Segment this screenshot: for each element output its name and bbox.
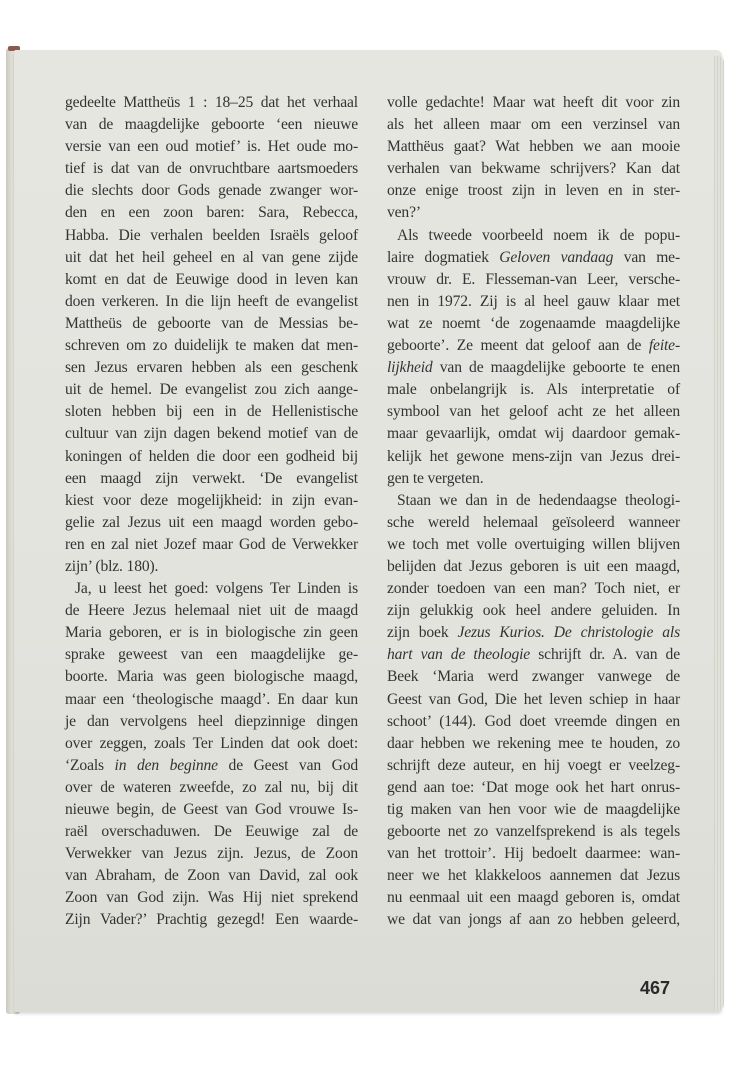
text-line	[65, 490, 358, 512]
text-segment: daar hebben we rekening mee te houden, zo	[387, 734, 680, 752]
text-segment: we dat van jongs af aan zo hebben geleerd,	[387, 911, 680, 929]
text-line	[65, 291, 358, 313]
text-line	[65, 423, 358, 445]
text-segment: schrijft deze auteur, en hij voegt er veelzeg-	[387, 756, 680, 774]
text-line	[387, 666, 680, 688]
italic-title: lijkheid	[387, 359, 433, 377]
text-segment: kiest voor deze mogelijkheid: in zijn evan-	[65, 491, 358, 509]
text-line	[65, 556, 358, 578]
text-line	[387, 468, 680, 490]
text-segment: tig maken van hen voor wie de maagdelijke	[387, 801, 680, 818]
text-line	[65, 180, 358, 202]
text-line	[387, 909, 680, 931]
text-line	[65, 357, 358, 379]
text-line	[65, 865, 358, 887]
text-segment: koningen of helden die door een godheid bij	[65, 447, 358, 465]
text-segment: Geest van God, Die het leven schiep in haar	[387, 690, 680, 708]
text-segment: zijn’ (blz. 180).	[65, 557, 159, 575]
text-line	[387, 799, 680, 821]
text-segment: over de wateren zweefde, zo zal nu, bij dit	[65, 778, 358, 796]
text-line	[387, 622, 680, 644]
text-segment: komt en dat de Eeuwige dood in leven kan	[65, 270, 358, 288]
text-segment: belijden dat Jezus geboren is uit een maagd,	[387, 557, 680, 575]
text-segment: geboorte’. Ze meent dat geloof aan de	[387, 337, 649, 355]
text-line	[387, 733, 680, 755]
text-segment: neer we het klakkeloos aannemen dat Jezus	[387, 867, 680, 885]
text-line	[387, 777, 680, 799]
text-line	[387, 335, 680, 357]
text-line	[387, 357, 680, 379]
text-line	[387, 843, 680, 865]
text-line	[65, 269, 358, 291]
text-segment: die slechts door Gods genade zwanger wor-	[65, 182, 358, 200]
text-line	[65, 247, 358, 269]
text-segment: Maria geboren, er is in biologische zin geen	[65, 624, 358, 642]
text-line	[65, 379, 358, 401]
text-line	[65, 136, 358, 158]
text-segment: Mattheüs de geboorte van de Messias be-	[65, 314, 358, 332]
text-line	[387, 291, 680, 313]
text-segment: cultuur van zijn dagen bekend motief van de	[65, 425, 358, 443]
text-segment: de Geest van God	[217, 756, 358, 774]
text-line	[65, 600, 358, 622]
text-segment: symbool van het geloof acht ze het alleen	[387, 403, 680, 421]
text-segment: sen Jezus ervaren hebben als een geschenk	[65, 359, 358, 377]
text-line	[65, 755, 358, 777]
text-line	[65, 909, 358, 931]
text-segment: van de maagdelijke geboorte te enen	[432, 359, 680, 377]
text-line	[387, 92, 680, 114]
text-segment: Matthëus gaat? Wat hebben we aan mooie	[387, 138, 680, 156]
text-line	[387, 423, 680, 445]
text-segment: schrijft dr. A. van de	[530, 646, 680, 664]
text-segment: sche wereld helemaal geïsoleerd wanneer	[387, 513, 680, 531]
text-line	[387, 821, 680, 843]
text-segment: Habba. Die verhalen beelden Israëls geloof	[65, 226, 358, 244]
text-segment: maar een ‘theologische maagd’. En daar kun	[65, 690, 358, 708]
text-segment: sloten hebben bij een in de Hellenistische	[65, 403, 358, 421]
text-segment: nieuwe begin, de Geest van God vrouwe Is-	[65, 801, 358, 818]
text-segment: gelie zal Jezus uit een maagd worden gebo-	[65, 513, 358, 531]
text-segment: maar gevaarlijk, omdat wij daardoor gemak-	[387, 425, 680, 443]
text-segment: tief is dat van de onvruchtbare aartsmoeders	[65, 160, 358, 178]
text-line	[387, 446, 680, 468]
text-line	[387, 225, 680, 247]
text-line	[65, 202, 358, 224]
text-segment: nen in 1972. Zij is al heel gauw klaar met	[387, 292, 680, 310]
text-segment: Verwekker van Jezus zijn. Jezus, de Zoon	[65, 845, 358, 863]
text-line	[65, 689, 358, 711]
text-segment: gend aan toe: ‘Dat moge ook het hart onrus-	[387, 778, 680, 796]
text-line	[387, 313, 680, 335]
text-line	[65, 401, 358, 423]
text-segment: over zeggen, zoals Ter Linden dat ook doet:	[65, 734, 358, 752]
italic-title: in den beginne	[114, 756, 218, 774]
text-line	[387, 136, 680, 158]
text-line	[65, 799, 358, 821]
text-segment: een maagd zijn verwekt. ‘De evangelist	[65, 469, 358, 487]
text-line	[65, 711, 358, 733]
text-line	[387, 600, 680, 622]
text-line	[387, 202, 680, 224]
text-segment: zijn boek	[387, 624, 458, 642]
text-line	[387, 578, 680, 600]
text-segment: van Abraham, de Zoon van David, zal ook	[65, 867, 358, 885]
text-line	[65, 666, 358, 688]
text-line	[65, 887, 358, 909]
text-line	[65, 733, 358, 755]
text-line	[387, 269, 680, 291]
text-segment: geboorte net zo vanzelfsprekend is als tegels	[387, 823, 680, 841]
text-line	[387, 180, 680, 202]
text-line	[387, 247, 680, 269]
italic-title: feite-	[648, 337, 680, 355]
text-line	[65, 644, 358, 666]
text-line	[65, 158, 358, 180]
text-line	[387, 711, 680, 733]
text-line	[387, 534, 680, 556]
text-segment: zonder toedoen van een man? Toch niet, er	[387, 580, 680, 598]
text-line	[65, 468, 358, 490]
text-segment: ven?’	[387, 204, 421, 222]
text-segment: doen verkeren. In die lijn heeft de evangelist	[65, 292, 358, 310]
text-segment: Zoon van God zijn. Was Hij niet sprekend	[65, 889, 358, 907]
text-line	[65, 313, 358, 335]
text-line	[65, 578, 358, 600]
text-line	[65, 512, 358, 534]
text-segment: zijn gelukkig ook heel andere geluiden. In	[387, 602, 680, 620]
text-segment: kelijk het gewone mens-zijn van Jezus drei-	[387, 447, 680, 465]
text-line	[65, 843, 358, 865]
text-segment: Ja, u leest het goed: volgens Ter Linden is	[75, 580, 358, 598]
text-segment: volle gedachte! Maar wat heeft dit voor zin	[387, 94, 680, 111]
text-segment: vrouw dr. E. Flesseman-van Leer, versche-	[387, 270, 680, 288]
text-segment: van me-	[613, 248, 680, 266]
text-segment: schreven om zo duidelijk te maken dat men-	[65, 337, 358, 355]
text-line	[387, 755, 680, 777]
text-segment: van de maagdelijke geboorte ‘een nieuwe	[65, 116, 358, 134]
page-number: 467	[640, 978, 671, 998]
text-line	[387, 379, 680, 401]
text-line	[65, 335, 358, 357]
italic-title: Geloven vandaag	[499, 248, 614, 266]
text-line	[65, 622, 358, 644]
text-segment: gen te vergeten.	[387, 469, 484, 487]
text-line	[387, 865, 680, 887]
text-column-left	[65, 92, 358, 932]
text-segment: den en een zoon baren: Sara, Rebecca,	[65, 204, 358, 222]
text-line	[65, 92, 358, 114]
text-segment: je dan vervolgens heel diepzinnige dingen	[65, 712, 358, 730]
text-line	[65, 777, 358, 799]
text-segment: gedeelte Mattheüs 1 : 18–25 dat het verhaal	[65, 94, 358, 111]
text-line	[65, 446, 358, 468]
text-line	[65, 534, 358, 556]
text-segment: Staan we dan in de hedendaagse theologi-	[397, 491, 680, 509]
text-segment: we toch met volle overtuiging willen blijven	[387, 535, 680, 553]
text-line	[387, 490, 680, 512]
text-segment: verhalen van bekwame schrijvers? Kan dat	[387, 160, 680, 178]
text-line	[387, 158, 680, 180]
text-segment: uit dat het heil geheel en al van gene zijde	[65, 248, 358, 266]
italic-title: hart van de theologie	[387, 646, 531, 664]
text-segment: ren en zal niet Jozef maar God de Verwekker	[65, 535, 358, 553]
text-line	[387, 644, 680, 666]
text-line	[65, 821, 358, 843]
text-column-right	[387, 92, 680, 932]
text-segment: van het trottoir’. Hij bedoelt daarmee: wan-	[387, 845, 680, 863]
text-line	[65, 225, 358, 247]
text-segment: onze enige troost zijn in leven en in ster-	[387, 182, 680, 200]
text-segment: sprake geweest van een maagdelijke ge-	[65, 646, 358, 664]
text-segment: schoot’ (144). God doet vreemde dingen en	[387, 712, 680, 730]
text-segment: Beek ‘Maria werd zwanger vanwege de	[387, 668, 680, 686]
text-segment: boorte. Maria was geen biologische maagd,	[65, 668, 358, 686]
text-segment: Als tweede voorbeeld noem ik de popu-	[397, 226, 680, 244]
text-segment: Zijn Vader?’ Prachtig gezegd! Een waarde-	[65, 911, 358, 929]
text-segment: wat ze noemt ‘de zogenaamde maagdelijke	[387, 314, 680, 332]
text-segment: laire dogmatiek	[387, 248, 500, 266]
text-segment: male onbelangrijk is. Als interpretatie of	[387, 381, 680, 399]
text-line	[387, 556, 680, 578]
text-line	[387, 887, 680, 909]
text-segment: versie van een oud motief’ is. Het oude mo-	[65, 138, 358, 156]
text-segment: raël overschaduwen. De Eeuwige zal de	[65, 823, 358, 841]
text-segment: de Heere Jezus helemaal niet uit de maagd	[65, 602, 358, 620]
text-segment: als het alleen maar om een verzinsel van	[387, 116, 680, 134]
italic-title: Jezus Kurios. De christologie als	[457, 624, 680, 642]
text-line	[387, 401, 680, 423]
text-line	[387, 114, 680, 136]
text-line	[387, 512, 680, 534]
text-segment: ‘Zoals	[65, 756, 115, 774]
text-segment: nu eenmaal uit een maagd geboren is, omdat	[387, 889, 680, 907]
text-line	[65, 114, 358, 136]
page-edges	[714, 56, 724, 1010]
text-line	[387, 689, 680, 711]
text-segment: uit de hemel. De evangelist zou zich aange-	[65, 381, 358, 399]
